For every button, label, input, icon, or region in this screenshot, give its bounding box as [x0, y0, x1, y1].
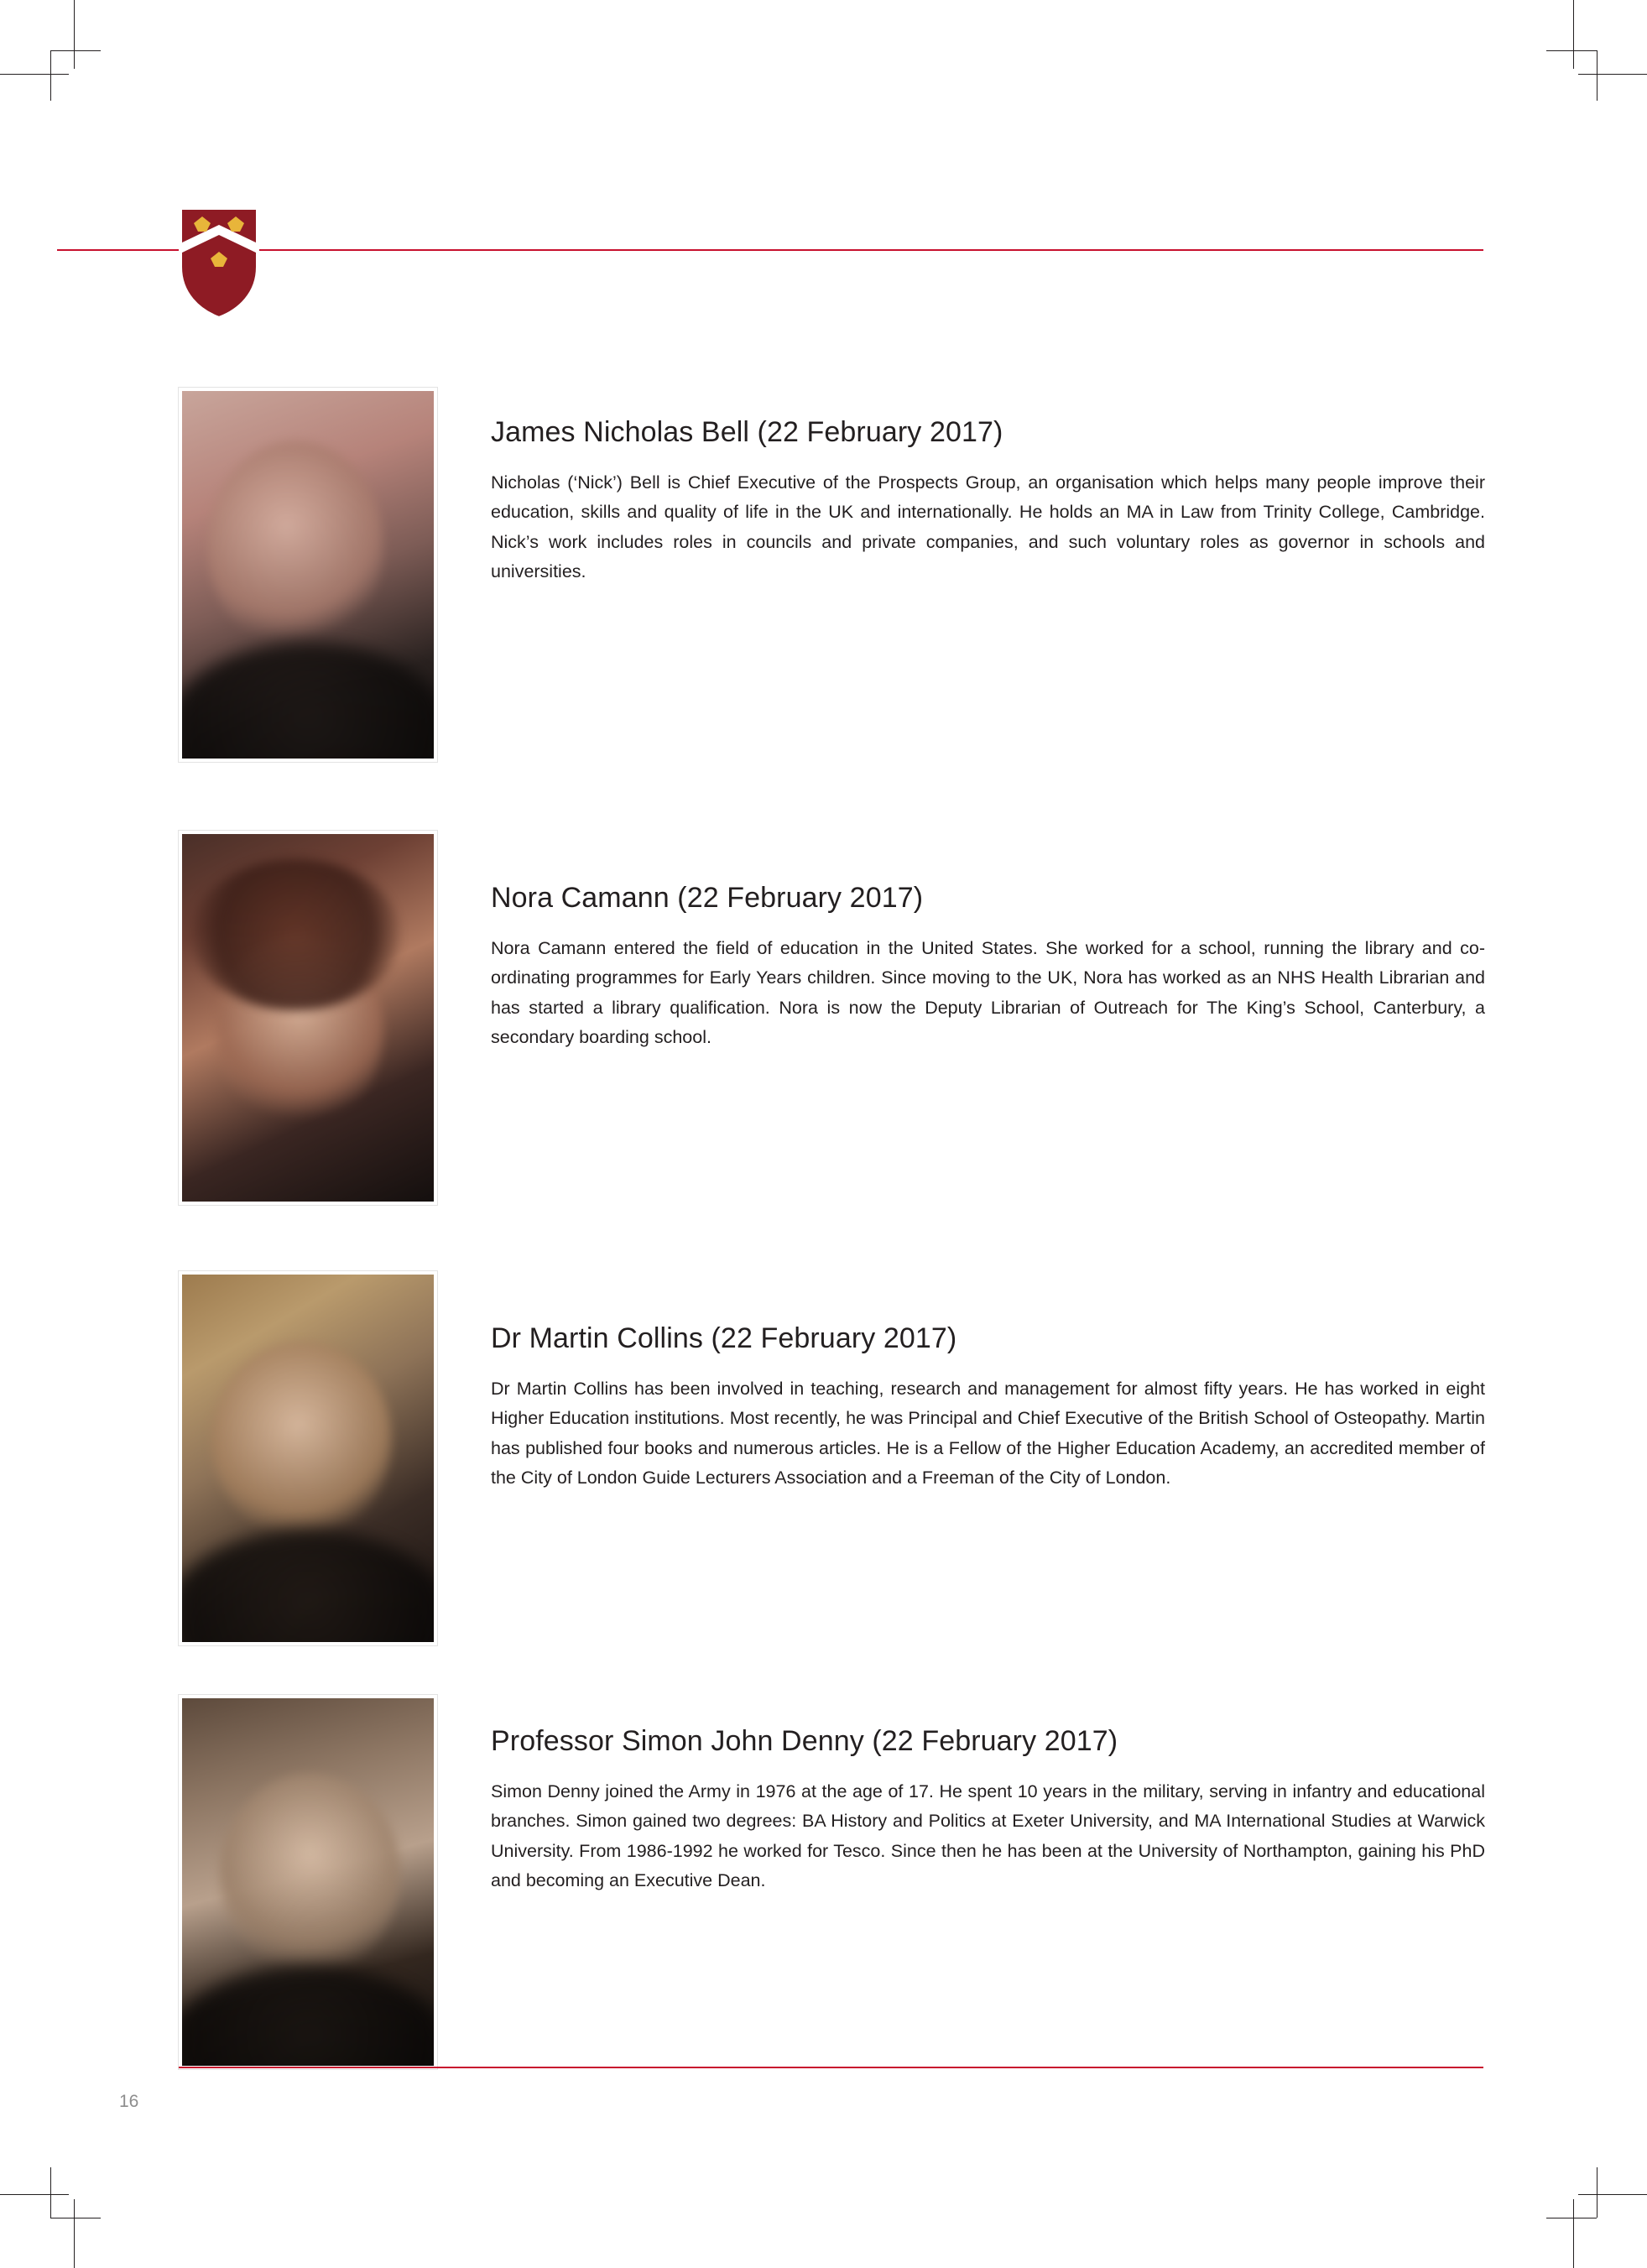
entry-description: Dr Martin Collins has been involved in teaching, research and management for almost fifty years. He has worked in eight Higher Education institutions. Most recently, he was Principal and Chief Executive of the British School of Osteopathy. Martin has published four books and numerous articles. He is a Fellow of the Higher Education Academy, an accredited member of the City of London Guide Lecturers Association and a Freeman of the City of London. — [491, 1378, 1485, 1489]
crop-mark-bottom-right-vertical — [1573, 2199, 1574, 2268]
entry-body — [491, 1724, 1485, 1896]
crop-mark-top-right-vertical — [1573, 0, 1574, 69]
crop-mark-bottom-left-vertical-2 — [50, 2167, 51, 2218]
portrait-highlight — [207, 441, 383, 651]
crop-mark-top-left-horizontal — [0, 74, 69, 75]
crop-mark-top-left-horizontal-2 — [50, 50, 101, 51]
portrait-highlight — [220, 1774, 400, 1975]
entry-title: James Nicholas Bell (22 February 2017) — [491, 416, 1003, 448]
entry-description: Nicholas (‘Nick’) Bell is Chief Executive of the Prospects Group, an organisation which helps many people improve their education, skills and quality of life in the UK and internationally. He holds an MA in Law from Trinity College, Cambridge. Nick’s work includes roles in councils and private companies, and such voluntary roles as governor in schools and universities. — [491, 472, 1485, 582]
crop-mark-top-left-vertical-2 — [50, 50, 51, 101]
crop-mark-top-left-vertical — [74, 0, 75, 69]
entry-title: Professor Simon John Denny (22 February 2017) — [491, 1725, 1118, 1757]
entry-description: Nora Camann entered the field of education in the United States. She worked for a school, running the library and co-ordinating programmes for Early Years children. Since moving to the UK, Nora has worked as an NHS Health Librarian and has started a library qualification. Nora is now the Deputy Librarian of Outreach for The King’s School, Canterbury, a secondary boarding school. — [491, 937, 1485, 1048]
header-divider — [57, 249, 1483, 251]
portrait-photo — [179, 388, 437, 762]
page-number: 16 — [119, 2092, 139, 2111]
crop-mark-top-right-horizontal — [1578, 74, 1647, 75]
crop-mark-bottom-left-vertical — [74, 2199, 75, 2268]
entry-description: Simon Denny joined the Army in 1976 at the age of 17. He spent 10 years in the military, serving in infantry and educational branches. Simon gained two degrees: BA History and Politics at Exeter University, and MA International Studies at Warwick University. From 1986-1992 he worked for Tesco. Since then he has been at the University of Northampton, gaining his PhD and becoming an Executive Dean. — [491, 1781, 1485, 1891]
entry-title: Nora Camann (22 February 2017) — [491, 882, 924, 914]
entry-body — [491, 881, 1485, 1053]
crop-mark-bottom-right-horizontal — [1578, 2194, 1647, 2195]
portrait-photo — [179, 1271, 437, 1645]
portrait-highlight — [211, 1342, 392, 1539]
entry-body — [491, 1322, 1485, 1494]
college-crest-icon — [179, 206, 259, 332]
entry-body — [491, 415, 1485, 587]
portrait-photo — [179, 831, 437, 1205]
crop-mark-top-right-horizontal-2 — [1546, 50, 1597, 51]
entry-title: Dr Martin Collins (22 February 2017) — [491, 1322, 957, 1354]
footer-divider — [179, 2067, 1483, 2068]
crop-mark-bottom-left-horizontal — [0, 2194, 69, 2195]
portrait-hair — [190, 859, 400, 1010]
portrait-photo — [179, 1695, 437, 2069]
